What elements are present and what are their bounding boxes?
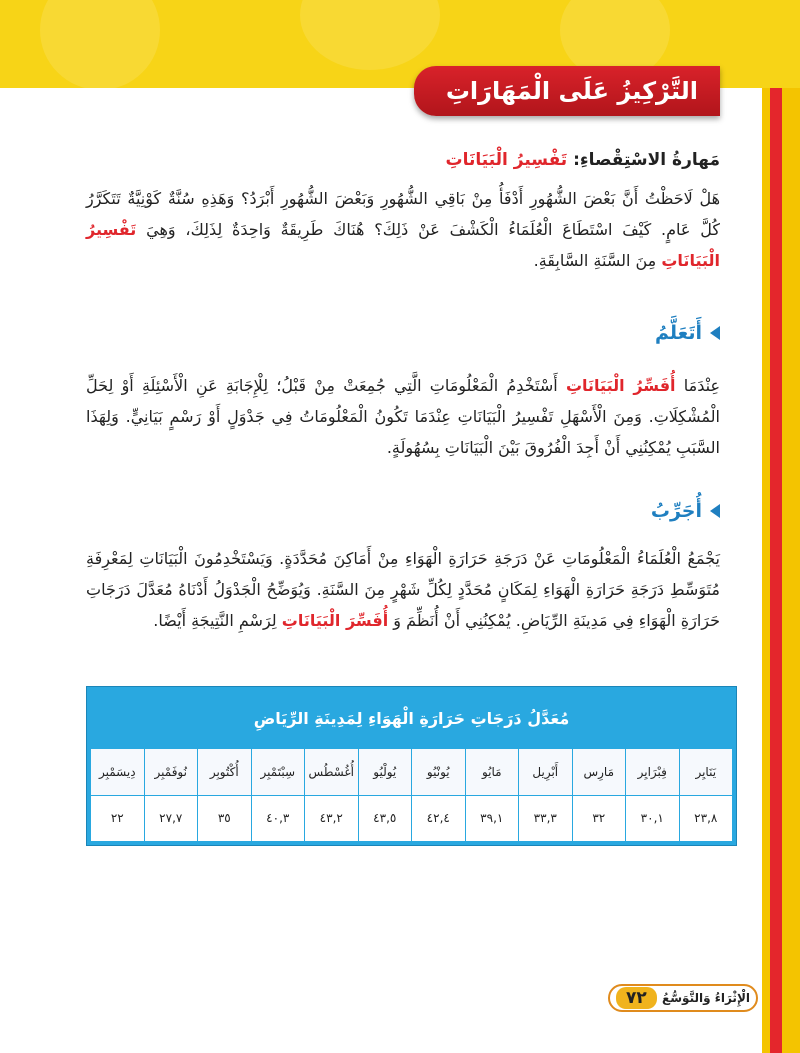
header-title: التَّرْكِيزُ عَلَى الْمَهَارَاتِ	[445, 77, 698, 105]
skill-label: مَهارةُ الاسْتِقْصاءِ:	[573, 150, 720, 170]
temperature-value: ٣٩,١	[466, 796, 519, 842]
month-header: دِيسَمْبِر	[91, 749, 144, 795]
month-header: يُولْيُو	[359, 749, 412, 795]
learn-text-end: أَسْتَخْدِمُ الْمَعْلُومَاتِ الَّتِي جُمِعَتْ مِنْ قَبْلُ؛ لِلْإِجَابَةِ عَنِ الْأَسْئِلَةِ أَوْ لِحَلِّ الْمُشْكِلَاتِ. وَمِنَ الْأَسْهَلِ تَفْسِيرُ الْبَيَانَاتِ عِنْدَمَا تَكُونُ الْمَعْلُومَاتُ فِي جَدْوَلٍ أَوْ رَسْمٍ بَيَانِيٍّ. وَلِهَذَا السَّبَبِ يُمْكِنُنِي أَنْ أَجِدَ الْفُرُوقَ بَيْنَ الْبَيَانَاتِ بِسُهُولَةٍ.	[86, 376, 720, 457]
intro-highlight: تَفْسِيرُ الْبَيَانَاتِ	[86, 220, 720, 270]
month-header: يَنَايِر	[680, 749, 733, 795]
background-decoration	[40, 0, 160, 90]
page-footer	[608, 984, 758, 1012]
month-header: يُونْيُو	[412, 749, 465, 795]
month-header: مَارِس	[573, 749, 626, 795]
try-text: يَجْمَعُ الْعُلَمَاءُ الْمَعْلُومَاتِ عَنْ دَرَجَةِ حَرَارَةِ الْهَوَاءِ مِنْ أَمَاكِنَ مُحَدَّدَةٍ. وَيَسْتَخْدِمُونَ الْبَيَانَاتِ لِمَعْرِفَةِ مُتَوَسِّطِ دَرَجَةِ حَرَارَةِ الْهَوَاءِ لِمَكَانٍ مُحَدَّدٍ لِكُلِّ شَهْرٍ مِنَ السَّنَةِ. وَيُوَضِّحُ الْجَدْوَلُ أَدْنَاهُ مُعَدَّلَ دَرَجَاتِ حَرَارَةِ الْهَوَاءِ فِي مَدِينَةِ الرِّيَاضِ. يُمْكِنُنِي أَنْ أُنَظِّمَ وَ	[86, 549, 720, 630]
month-header: مَايُو	[466, 749, 519, 795]
temperature-value: ٣٠,١	[626, 796, 679, 842]
month-header: سِبْتَمْبِر	[252, 749, 305, 795]
try-text-end: لِرَسْمِ النَّتِيجَةِ أَيْضًا.	[153, 611, 277, 630]
try-title: أُجَرِّبُ	[650, 500, 702, 522]
learn-text: عِنْدَمَا	[683, 376, 720, 395]
temperature-value: ٢٧,٧	[145, 796, 198, 842]
intro-text-end: مِنَ السَّنَةِ السَّابِقَةِ.	[533, 251, 657, 270]
try-paragraph	[86, 543, 720, 636]
table-grid	[91, 749, 732, 841]
intro-text: هَلْ لَاحَظْتُ أَنَّ بَعْضَ الشُّهُورِ أَدْفَأُ مِنْ بَاقِي الشُّهُورِ وَبَعْضَ الشُّهُورِ أَبْرَدُ؟ وَهَذِهِ سُنَّةٌ كَوْنِيَّةٌ تَتَكَرَّرُ كُلَّ عَامٍ. كَيْفَ اسْتَطَاعَ الْعُلَمَاءُ الْكَشْفَ عَنْ ذَلِكَ؟ هُنَاكَ طَرِيقَةٌ وَاحِدَةٌ لِذَلِكَ، وَهِيَ	[86, 189, 720, 239]
temperature-value: ٢٣,٨	[680, 796, 733, 842]
month-header: أَبْرِيل	[519, 749, 572, 795]
learn-highlight: أُفَسِّرُ الْبَيَانَاتِ	[565, 376, 676, 395]
section-header	[414, 66, 720, 116]
temperature-value: ٣٣,٣	[519, 796, 572, 842]
month-header: أُكْتُوبِر	[198, 749, 251, 795]
skill-name: تَفْسِيرُ الْبَيَانَاتِ	[445, 150, 568, 170]
learn-title: أَتَعَلَّمُ	[654, 322, 702, 344]
temperature-value: ٤٠,٣	[252, 796, 305, 842]
temperature-value: ٣٢	[573, 796, 626, 842]
temperature-value: ٤٣,٥	[359, 796, 412, 842]
right-margin-strip	[762, 88, 800, 1053]
month-header: أُغُسْطُس	[305, 749, 358, 795]
temperature-value: ٤٢,٤	[412, 796, 465, 842]
month-header: فِبْرَايِر	[626, 749, 679, 795]
learn-paragraph	[86, 370, 720, 463]
learn-heading	[560, 322, 720, 344]
intro-paragraph	[86, 183, 720, 276]
background-decoration	[300, 0, 440, 70]
temperature-value: ٣٥	[198, 796, 251, 842]
skill-heading	[300, 150, 720, 170]
temperature-value: ٢٢	[91, 796, 144, 842]
temperature-table	[86, 686, 737, 846]
temperature-value: ٤٣,٢	[305, 796, 358, 842]
footer-label: الْإِثْرَاءُ وَالتَّوَسُّعُ	[662, 991, 750, 1005]
triangle-bullet-icon	[710, 504, 720, 518]
triangle-bullet-icon	[710, 326, 720, 340]
month-header: نُوفَمْبِر	[145, 749, 198, 795]
try-highlight: أُفَسِّرَ الْبَيَانَاتِ	[281, 611, 389, 630]
try-heading	[560, 500, 720, 522]
table-title: مُعَدَّلُ دَرَجَاتِ حَرَارَةِ الْهَوَاءِ لِمَدِينَةِ الرِّيَاضِ	[253, 708, 570, 728]
page-number: ٧٢	[616, 987, 657, 1009]
red-margin-bar	[770, 88, 782, 1053]
